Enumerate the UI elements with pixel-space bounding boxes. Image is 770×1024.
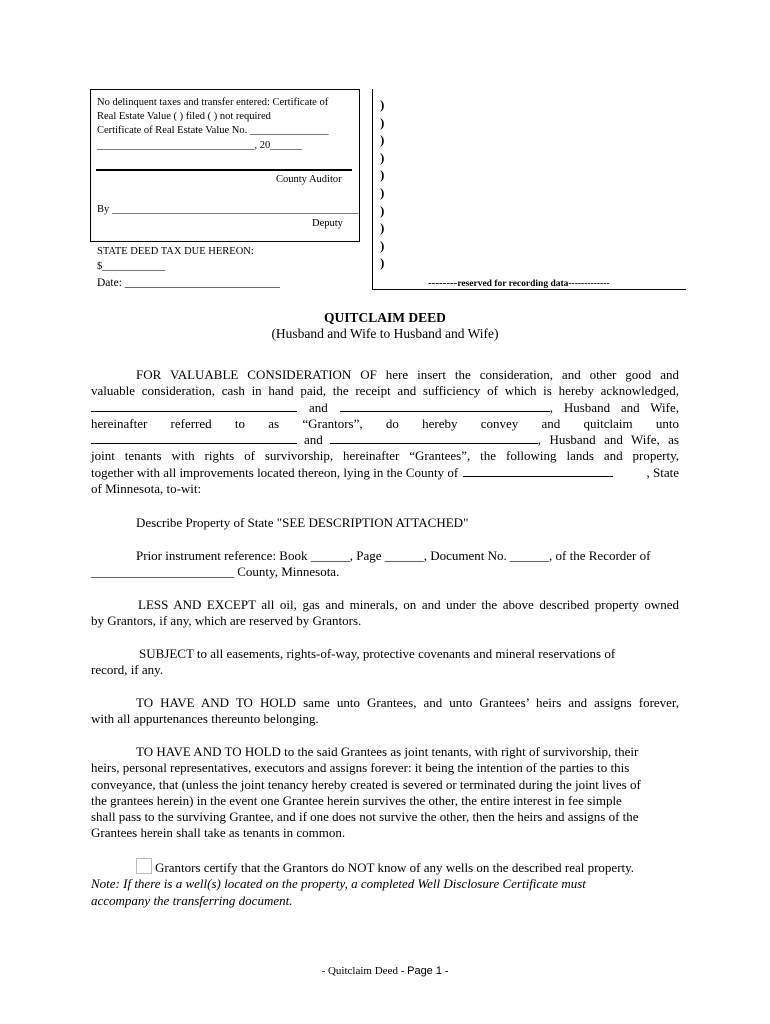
habendum2-line-6: Grantees herein shall take as tenants in common.: [91, 825, 346, 841]
county-text: together with all improvements located thereon, lying in the County of: [91, 464, 459, 480]
habendum2-line-4: the grantees herein) in the event one Grantee herein survives the other, the entire interest in fee simple: [91, 792, 622, 808]
paren: ): [380, 220, 385, 236]
subject-line-1: SUBJECT to all easements, rights-of-way, protective covenants and mineral reservations of: [139, 646, 616, 661]
footer-prefix: - Quitclaim Deed -: [321, 965, 408, 977]
auditor-line-4: ______________________________, 20______: [97, 140, 302, 151]
paren: ): [380, 114, 385, 130]
auditor-line-1: No delinquent taxes and transfer entered: Certificate of: [97, 97, 329, 108]
consideration-line-5: [91, 432, 679, 448]
habendum2-line-1: TO HAVE AND TO HOLD to the said Grantees as joint tenants, with right of survivorship, their: [136, 744, 639, 759]
subject-line-2: record, if any.: [91, 662, 164, 678]
grantor-name-field-1[interactable]: [91, 400, 297, 412]
habendum1-line-2: with all appurtenances thereunto belonging.: [91, 711, 319, 727]
husband-wife-text: , Husband and Wife, as: [537, 432, 679, 448]
document-subtitle: (Husband and Wife to Husband and Wife): [271, 326, 499, 341]
grantor-name-field-2[interactable]: [340, 400, 550, 412]
reserved-recording-label: [428, 277, 610, 289]
habendum-paragraph-1: [91, 695, 679, 728]
word: “Grantors”,: [302, 415, 363, 431]
reserved-text: reserved for recording data-------------: [457, 279, 610, 289]
word: referred: [170, 415, 212, 431]
consideration-line-3: [91, 400, 679, 416]
wells-certify-text: Grantors certify that the Grantors do NOT know of any wells on the described real property.: [155, 860, 635, 875]
husband-wife-text: , Husband and Wife,: [549, 399, 679, 415]
word: hereby: [422, 415, 458, 431]
auditor-line-2: Real Estate Value ( ) filed ( ) not required: [97, 111, 271, 122]
prior-instrument-paragraph: [91, 548, 679, 581]
paren: ): [380, 149, 385, 165]
page-number: Page 1: [407, 965, 442, 977]
auditor-signature-line: [96, 169, 352, 171]
state-text: , State: [646, 464, 679, 480]
recording-divider-horizontal: [372, 289, 686, 290]
paren: ): [380, 202, 385, 218]
page-footer: [0, 965, 770, 977]
date-field: Date: ___________________________: [97, 277, 281, 289]
consideration-line-8: of Minnesota, to-wit:: [91, 481, 202, 497]
word: do: [385, 415, 399, 431]
paren: ): [380, 132, 385, 148]
paren: ): [380, 255, 385, 271]
habendum1-line-1: TO HAVE AND TO HOLD same unto Grantees, and unto Grantees’ heirs and assigns forever,: [136, 695, 679, 710]
grantee-name-field-2[interactable]: [330, 432, 538, 444]
footer-suffix: -: [441, 965, 449, 977]
wells-note-line-1: Note: If there is a well(s) located on the property, a completed Well Disclosure Certificate must: [91, 876, 586, 892]
wells-note-line-2: accompany the transferring document.: [91, 892, 293, 908]
less-except-paragraph: [91, 597, 679, 630]
word: quitclaim: [583, 415, 633, 431]
consideration-line-4: [91, 416, 679, 432]
and-text: and: [304, 432, 323, 448]
word: as: [268, 415, 280, 431]
tax-amount-field: $____________: [97, 261, 166, 272]
paren: ): [380, 97, 385, 112]
county-field[interactable]: [463, 465, 613, 477]
subject-paragraph: [91, 646, 679, 679]
habendum-paragraph-2: [91, 744, 679, 842]
consideration-paragraph: [91, 367, 679, 497]
deputy-label: Deputy: [312, 218, 343, 229]
wells-checkbox[interactable]: [136, 858, 152, 874]
habendum2-line-3: conveyance, that (unless the joint tenancy hereby created is severed or terminated during the joint lives of: [91, 776, 641, 792]
prior-line-1: Prior instrument reference: Book ______, Page ______, Document No. ______, of the Recorder of: [136, 548, 651, 563]
paren: ): [380, 167, 385, 183]
document-title: QUITCLAIM DEED: [324, 310, 446, 325]
word: and: [541, 415, 561, 431]
wells-certify-line: [91, 858, 679, 876]
recording-divider-vertical: [372, 89, 373, 289]
consideration-line-6: joint tenants with rights of survivorship, hereinafter “Grantees”, the following lands and property,: [91, 448, 679, 464]
tax-due-heading: STATE DEED TAX DUE HEREON:: [97, 246, 254, 257]
and-text: and: [309, 399, 328, 415]
paren: ): [380, 184, 385, 200]
consideration-line-1: FOR VALUABLE CONSIDERATION OF here insert the consideration, and other good and: [136, 367, 679, 382]
county-auditor-label: County Auditor: [276, 174, 342, 185]
property-description: Describe Property of State "SEE DESCRIPTION ATTACHED": [136, 515, 469, 530]
less-except-line-1: LESS AND EXCEPT all oil, gas and minerals, on and under the above described property owned: [138, 597, 679, 612]
word: to: [234, 415, 246, 431]
auditor-line-3: Certificate of Real Estate Value No. _______________: [97, 125, 329, 136]
word: unto: [655, 415, 679, 431]
wells-paragraph: [91, 858, 679, 909]
grantee-name-field-1[interactable]: [91, 432, 297, 444]
reserved-dashes: --------: [428, 277, 458, 289]
consideration-line-7: [91, 465, 679, 481]
paren-column: [380, 96, 384, 272]
word: hereinafter: [91, 415, 148, 431]
prior-line-2: ______________________ County, Minnesota.: [91, 564, 340, 580]
by-line: By _______________________________________________: [97, 204, 359, 215]
word: convey: [480, 415, 519, 431]
consideration-line-2: valuable consideration, cash in hand paid, the receipt and sufficiency of which is hereby acknowledged,: [91, 383, 679, 399]
habendum2-line-2: heirs, personal representatives, executors and assigns forever: it being the intention of the parties to this: [91, 760, 630, 776]
paren: ): [380, 237, 385, 253]
habendum2-line-5: shall pass to the surviving Grantee, and if one does not survive the other, then the heirs and assigns of the: [91, 809, 639, 825]
less-except-line-2: by Grantors, if any, which are reserved by Grantors.: [91, 613, 362, 629]
